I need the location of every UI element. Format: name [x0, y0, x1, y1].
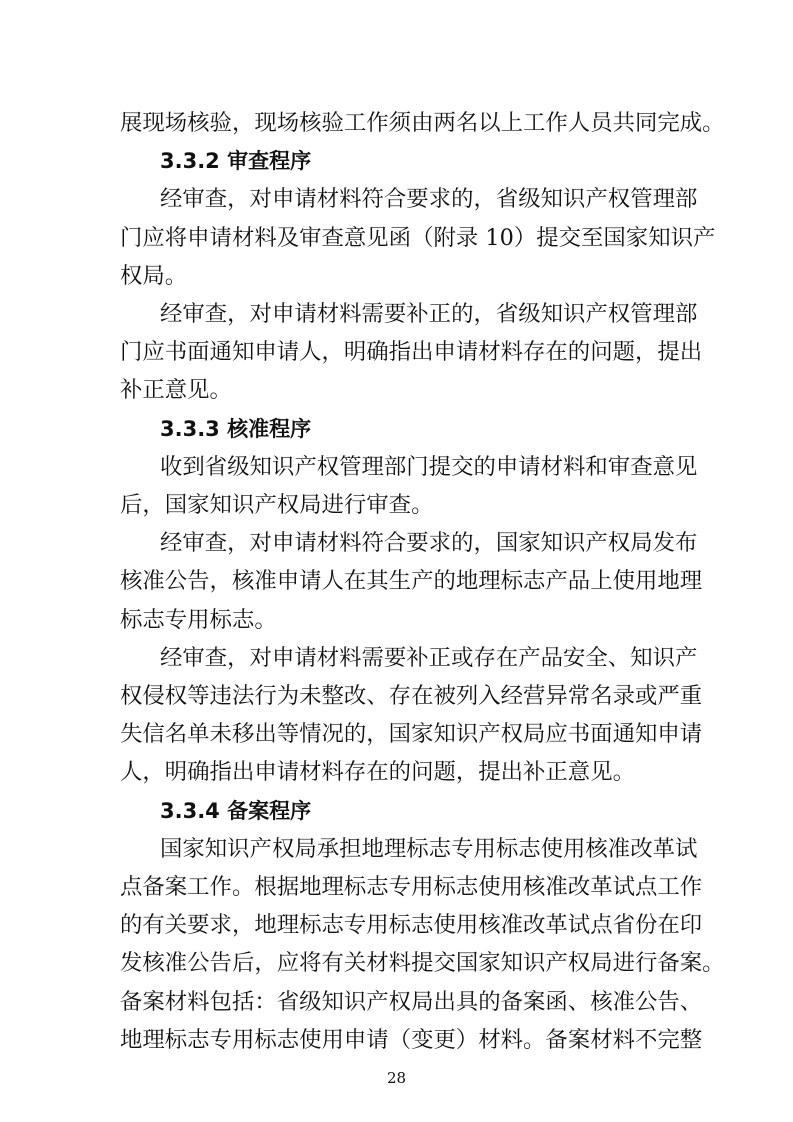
text-line: 发核准公告后，应将有关材料提交国家知识产权局进行备案。 — [120, 950, 725, 977]
page-number: 28 — [386, 1069, 407, 1087]
paragraph-last-line: 补正意见。 — [120, 377, 232, 404]
paragraph-last-line: 后，国家知识产权局进行审查。 — [120, 492, 434, 518]
paragraph-first-line: 收到省级知识产权管理部门提交的申请材料和审查意见 — [160, 453, 698, 480]
section-heading: 3.3.4 备案程序 — [160, 798, 312, 823]
text-line: 地理标志专用标志使用申请（变更）材料。备案材料不完整 — [120, 1026, 703, 1053]
section-heading: 3.3.2 审查程序 — [160, 149, 312, 174]
paragraph-first-line: 经审查，对申请材料需要补正的，省级知识产权管理部 — [160, 301, 698, 327]
paragraph-continuation-line: 展现场核验，现场核验工作须由两名以上工作人员共同完成。 — [120, 110, 725, 136]
paragraph-last-line: 人，明确指出申请材料存在的问题，提出补正意见。 — [120, 759, 635, 786]
text-line: 点备案工作。根据地理标志专用标志使用核准改革试点工作 — [120, 874, 703, 900]
text-line: 门应将申请材料及审查意见函（附录 10）提交至国家知识产 — [120, 224, 716, 251]
text-line: 核准公告，核准申请人在其生产的地理标志产品上使用地理 — [120, 568, 703, 595]
paragraph-last-line: 权局。 — [120, 262, 188, 289]
text-line: 的有关要求，地理标志专用标志使用核准改革试点省份在印 — [120, 912, 703, 939]
text-line: 失信名单未移出等情况的，国家知识产权局应书面通知申请 — [120, 721, 703, 748]
paragraph-first-line: 经审查，对申请材料符合要求的，省级知识产权管理部 — [160, 186, 698, 213]
section-heading: 3.3.3 核准程序 — [160, 416, 312, 441]
paragraph-first-line: 国家知识产权局承担地理标志专用标志使用核准改革试 — [160, 835, 698, 862]
paragraph-first-line: 经审查，对申请材料符合要求的，国家知识产权局发布 — [160, 530, 698, 557]
paragraph-last-line: 标志专用标志。 — [120, 606, 277, 633]
text-line: 备案材料包括：省级知识产权局出具的备案函、核准公告、 — [120, 988, 703, 1015]
paragraph-first-line: 经审查，对申请材料需要补正或存在产品安全、知识产 — [160, 644, 698, 671]
text-line: 权侵权等违法行为未整改、存在被列入经营异常名录或严重 — [120, 683, 703, 709]
text-line: 门应书面通知申请人，明确指出申请材料存在的问题，提出 — [120, 339, 703, 366]
